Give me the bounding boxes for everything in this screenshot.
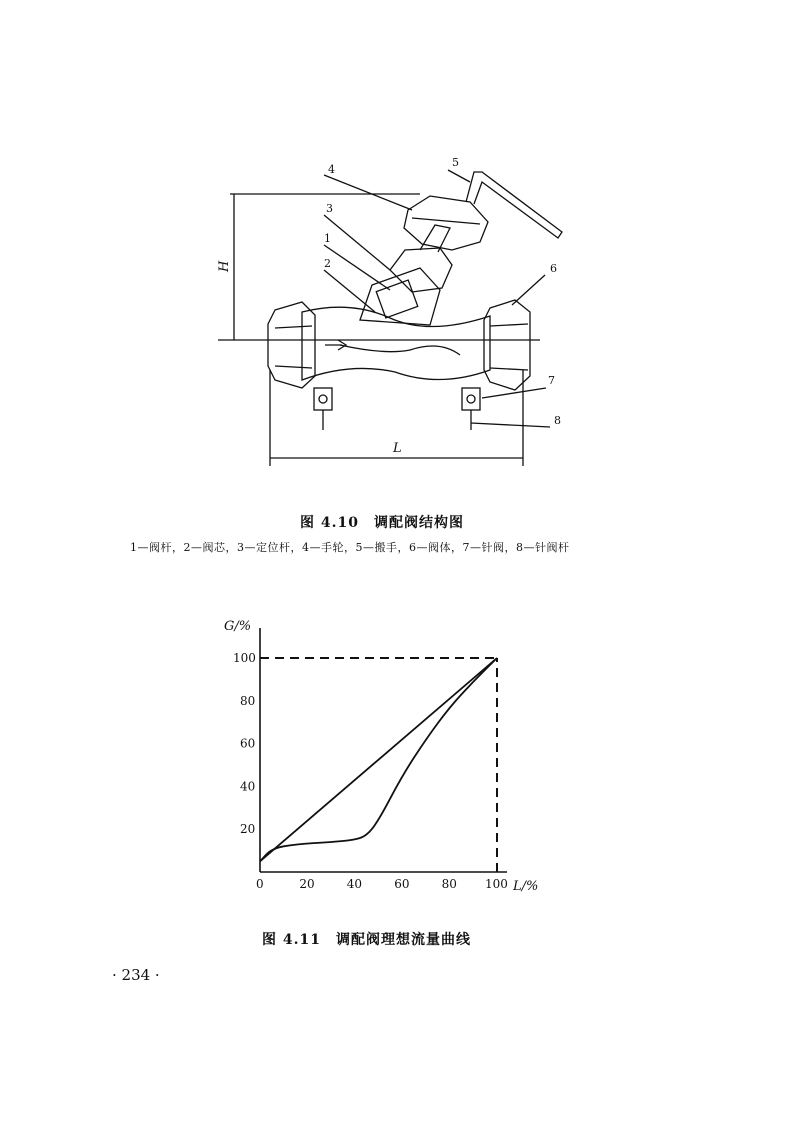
left-nut-edge-2 xyxy=(275,366,312,368)
left-hex-nut xyxy=(268,302,315,388)
x-axis-label: L/% xyxy=(513,879,539,894)
callout-1: 1 xyxy=(324,232,331,245)
y-tick-label: 20 xyxy=(240,822,256,837)
wrench xyxy=(466,172,562,238)
valve-body-inner xyxy=(340,345,460,355)
dim-h-label: H xyxy=(217,260,232,272)
right-nut-edge-2 xyxy=(490,368,528,370)
y-tick-label: 60 xyxy=(240,736,256,751)
bonnet xyxy=(360,268,440,325)
figure-4-11-caption: 图 4.11 调配阀理想流量曲线 xyxy=(262,932,471,948)
x-tick-label: 40 xyxy=(346,877,363,891)
valve-body xyxy=(302,307,490,380)
leader-5 xyxy=(448,170,470,182)
valve-structure-drawing xyxy=(190,140,610,480)
callout-2: 2 xyxy=(324,257,331,270)
callout-5: 5 xyxy=(452,156,459,169)
x-tick-label: 100 xyxy=(485,877,508,891)
y-tick-label: 80 xyxy=(240,693,256,708)
linear-characteristic-line xyxy=(260,658,497,861)
right-nut-edge xyxy=(490,324,528,326)
valve-core xyxy=(376,280,418,318)
left-nut-edge xyxy=(275,326,312,328)
callout-6: 6 xyxy=(550,262,557,275)
x-tick-label: 0 xyxy=(256,877,264,891)
callout-7: 7 xyxy=(548,374,555,387)
x-tick-label: 60 xyxy=(394,877,410,891)
needle-valve-right-dot xyxy=(467,395,475,403)
leader-8 xyxy=(471,423,550,427)
callout-4: 4 xyxy=(328,163,335,176)
dim-l-label: L xyxy=(393,441,402,456)
leader-6 xyxy=(512,275,545,305)
leader-1 xyxy=(324,245,390,290)
needle-valve-left xyxy=(314,388,332,410)
callout-8: 8 xyxy=(554,414,561,427)
y-axis-label: G/% xyxy=(224,619,252,634)
needle-valve-left-dot xyxy=(319,395,327,403)
flow-curve-chart xyxy=(210,610,580,900)
callout-3: 3 xyxy=(326,202,333,215)
y-tick-label: 40 xyxy=(240,779,256,794)
leader-2 xyxy=(324,270,375,312)
figure-4-10-caption: 图 4.10 调配阀结构图 xyxy=(300,515,464,531)
needle-valve-right xyxy=(462,388,480,410)
page-number: · 234 · xyxy=(112,966,160,984)
figure-4-10-legend: 1—阀杆，2—阀芯，3—定位杆，4—手轮，5—搬手，6—阀体，7—针阀，8—针阀杆 xyxy=(130,541,570,554)
x-tick-label: 20 xyxy=(299,877,315,891)
y-tick-label: 100 xyxy=(233,651,256,665)
handwheel-edge xyxy=(412,218,480,224)
x-tick-label: 80 xyxy=(441,877,457,891)
leader-4 xyxy=(324,175,412,210)
leader-3 xyxy=(324,215,390,270)
